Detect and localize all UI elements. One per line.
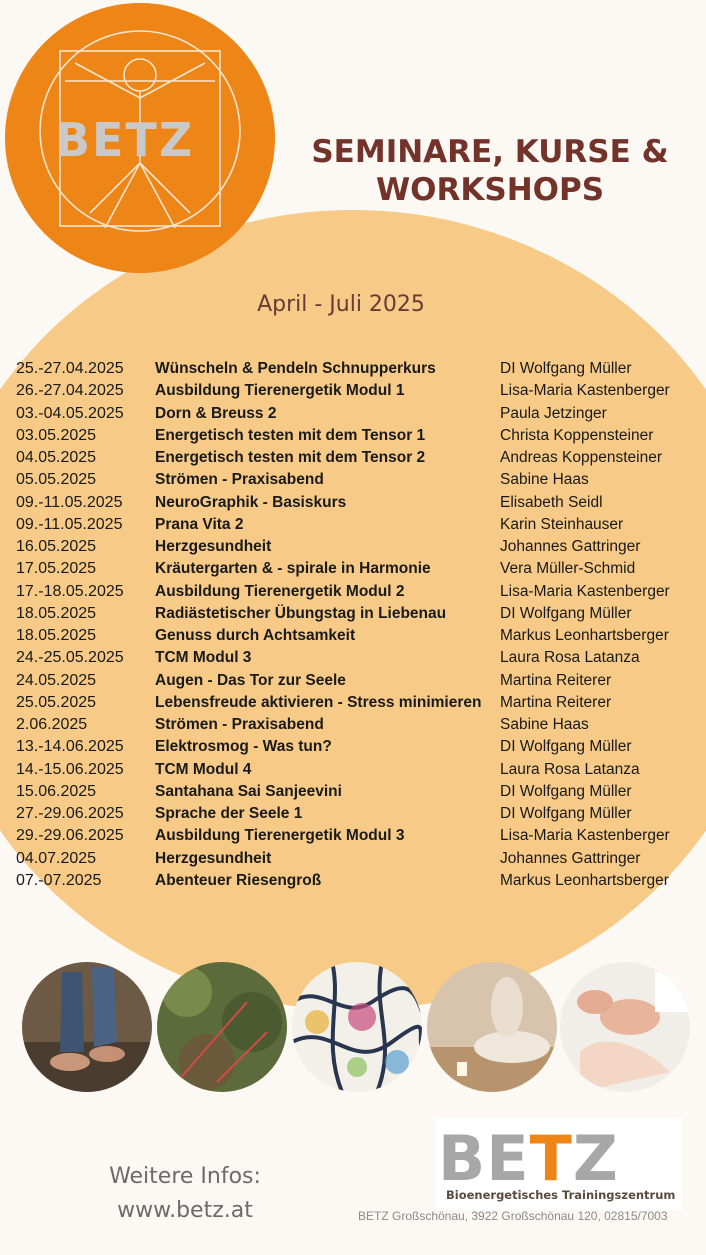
event-name: TCM Modul 3: [155, 649, 252, 667]
event-row: [16, 803, 706, 825]
event-date: 18.05.2025: [16, 627, 97, 644]
event-row: [16, 492, 706, 514]
event-person: Paula Jetzinger: [500, 404, 607, 422]
page-title: [300, 133, 680, 209]
event-date: 07.-07.2025: [16, 871, 102, 889]
event-name: Energetisch testen mit dem Tensor 2: [155, 449, 426, 466]
event-person: Markus Leonhartsberger: [500, 871, 669, 889]
event-row: [16, 870, 706, 892]
event-row: [16, 714, 706, 736]
event-name: Sprache der Seele 1: [155, 805, 303, 822]
event-name: Abenteuer Riesengroß: [155, 871, 322, 889]
photo-neurographik-art: [292, 962, 422, 1092]
event-name: Energetisch testen mit dem Tensor 1: [155, 426, 426, 444]
event-name: Herzgesundheit: [155, 849, 272, 867]
event-person: Martina Reiterer: [500, 671, 612, 689]
event-date: 03.-04.05.2025: [16, 404, 124, 422]
event-row: [16, 581, 706, 603]
more-info: [100, 1160, 270, 1228]
website-link[interactable]: www.betz.at: [117, 1198, 253, 1223]
event-person: DI Wolfgang Müller: [500, 604, 632, 622]
event-name: Wünscheln & Pendeln Schnupperkurs: [155, 360, 436, 377]
event-person: Christa Koppensteiner: [500, 426, 654, 444]
event-person: Markus Leonhartsberger: [500, 627, 669, 644]
event-name: Dorn & Breuss 2: [155, 404, 277, 422]
event-name: Lebensfreude aktivieren - Stress minimieren: [155, 693, 482, 711]
event-row: [16, 848, 706, 870]
event-row: [16, 514, 706, 536]
event-name: Genuss durch Achtsamkeit: [155, 627, 356, 644]
event-person: Martina Reiterer: [500, 693, 612, 711]
photo-forest-ground: [157, 962, 287, 1092]
brand-name: BETZ: [438, 1122, 619, 1195]
event-date: 04.05.2025: [16, 449, 97, 466]
event-person: Vera Müller-Schmid: [500, 560, 636, 578]
event-person: Laura Rosa Latanza: [500, 760, 640, 778]
title-line-2: WORKSHOPS: [375, 172, 605, 208]
event-date: 26.-27.04.2025: [16, 382, 124, 400]
photo-foot-massage: [560, 962, 690, 1092]
event-date: 25.05.2025: [16, 693, 97, 711]
event-person: Lisa-Maria Kastenberger: [500, 582, 670, 600]
event-name: Strömen - Praxisabend: [155, 471, 324, 489]
event-row: [16, 759, 706, 781]
event-name: Kräutergarten & - spirale in Harmonie: [155, 560, 431, 578]
event-date: 29.-29.06.2025: [16, 827, 124, 845]
logo-text: BETZ: [55, 113, 195, 167]
event-name: Augen - Das Tor zur Seele: [155, 671, 346, 689]
period-text: April - Juli 2025: [257, 292, 425, 317]
event-person: DI Wolfgang Müller: [500, 738, 632, 756]
event-date: 24.-25.05.2025: [16, 649, 124, 667]
betz-logo: [5, 3, 275, 273]
event-row: [16, 825, 706, 847]
event-name: Ausbildung Tierenergetik Modul 2: [155, 582, 405, 600]
event-date: 04.07.2025: [16, 849, 97, 867]
event-row: [16, 558, 706, 580]
event-name: Elektrosmog - Was tun?: [155, 738, 332, 756]
event-name: Santahana Sai Sanjeevini: [155, 782, 342, 800]
brand-subtitle: Bioenergetisches Trainingszentrum: [446, 1188, 676, 1202]
photo-barefoot-walk: [22, 962, 152, 1092]
event-row: [16, 358, 706, 380]
event-date: 2.06.2025: [16, 716, 88, 733]
event-date: 05.05.2025: [16, 471, 97, 489]
event-person: Sabine Haas: [500, 471, 589, 489]
event-date: 24.05.2025: [16, 671, 97, 689]
event-row: [16, 403, 706, 425]
event-row: [16, 469, 706, 491]
event-name: Prana Vita 2: [155, 515, 244, 533]
event-row: [16, 625, 706, 647]
event-person: Elisabeth Seidl: [500, 493, 603, 511]
event-row: [16, 692, 706, 714]
event-name: Herzgesundheit: [155, 538, 272, 555]
event-date: 15.06.2025: [16, 782, 97, 800]
event-row: [16, 425, 706, 447]
event-date: 03.05.2025: [16, 426, 97, 444]
photo-strip: [22, 962, 702, 1077]
event-name: Strömen - Praxisabend: [155, 716, 324, 733]
event-name: TCM Modul 4: [155, 760, 252, 778]
event-row: [16, 736, 706, 758]
event-person: Sabine Haas: [500, 716, 589, 733]
title-line-1: SEMINARE, KURSE &: [311, 134, 669, 170]
event-date: 18.05.2025: [16, 604, 97, 622]
event-person: Johannes Gattringer: [500, 538, 641, 555]
photo-meditation: [427, 962, 557, 1092]
event-person: DI Wolfgang Müller: [500, 805, 632, 822]
event-date: 16.05.2025: [16, 538, 97, 555]
event-date: 17.05.2025: [16, 560, 97, 578]
event-name: NeuroGraphik - Basiskurs: [155, 493, 347, 511]
event-person: Lisa-Maria Kastenberger: [500, 827, 670, 845]
betz-brand-logo: [436, 1118, 681, 1210]
event-person: Andreas Koppensteiner: [500, 449, 663, 466]
event-date: 14.-15.06.2025: [16, 760, 124, 778]
event-person: Karin Steinhauser: [500, 515, 624, 533]
event-person: DI Wolfgang Müller: [500, 360, 632, 377]
event-row: [16, 647, 706, 669]
event-row: [16, 781, 706, 803]
event-row: [16, 447, 706, 469]
footer-address: BETZ Großschönau, 3922 Großschönau 120, 02815/7003: [358, 1209, 668, 1223]
event-date: 13.-14.06.2025: [16, 738, 124, 756]
event-date: 09.-11.05.2025: [16, 493, 123, 511]
event-person: Johannes Gattringer: [500, 849, 641, 867]
more-info-label: Weitere Infos:: [109, 1164, 261, 1189]
event-person: Laura Rosa Latanza: [500, 649, 640, 667]
event-row: [16, 536, 706, 558]
event-date: 27.-29.06.2025: [16, 805, 124, 822]
event-person: Lisa-Maria Kastenberger: [500, 382, 670, 400]
event-name: Ausbildung Tierenergetik Modul 3: [155, 827, 405, 845]
event-list: [16, 358, 706, 892]
event-person: DI Wolfgang Müller: [500, 782, 632, 800]
event-row: [16, 603, 706, 625]
event-row: [16, 670, 706, 692]
event-row: [16, 380, 706, 402]
event-date: 17.-18.05.2025: [16, 582, 124, 600]
event-date: 09.-11.05.2025: [16, 515, 123, 533]
event-name: Radiästetischer Übungstag in Liebenau: [155, 604, 447, 622]
event-name: Ausbildung Tierenergetik Modul 1: [155, 382, 405, 400]
event-date: 25.-27.04.2025: [16, 360, 124, 377]
period-label: [0, 292, 706, 317]
